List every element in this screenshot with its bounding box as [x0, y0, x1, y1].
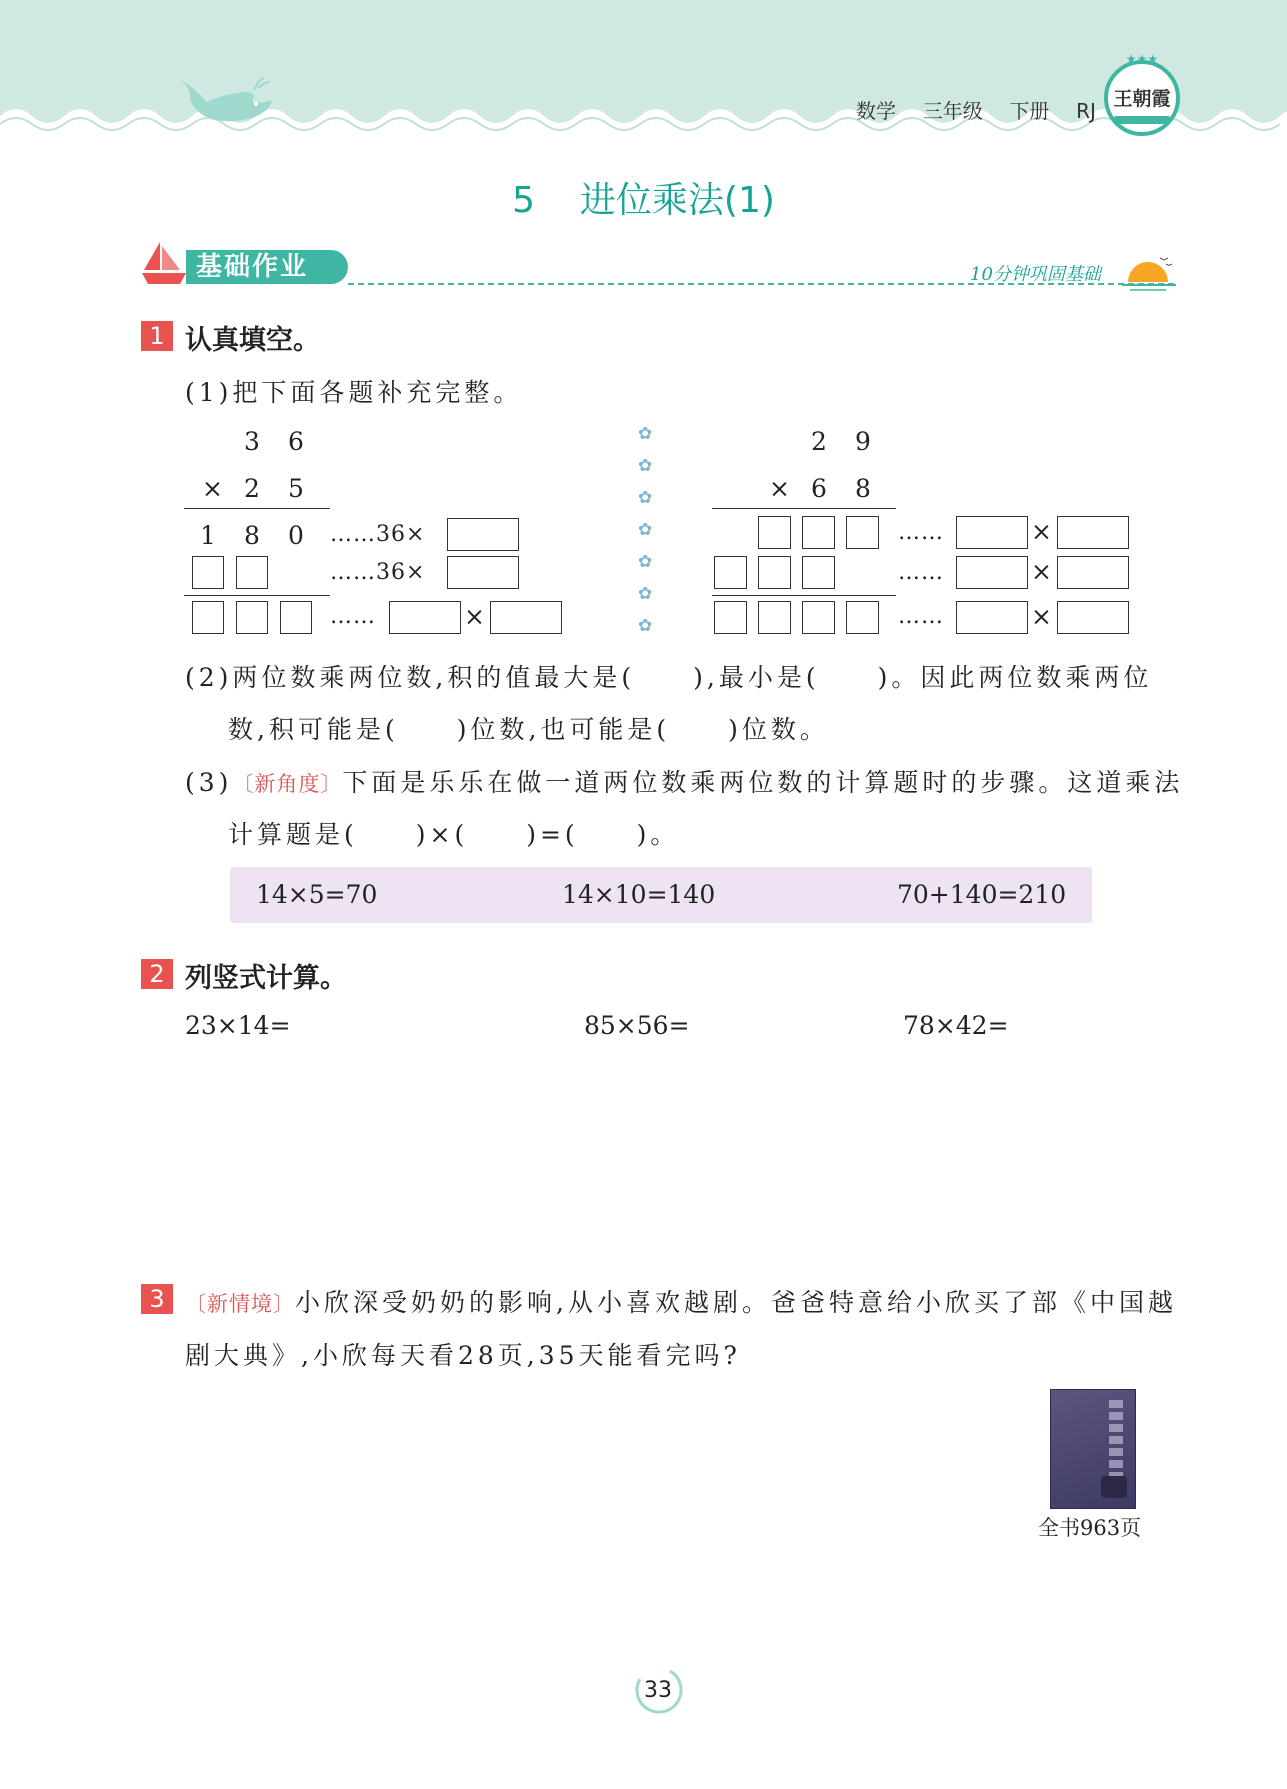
right-result-box-1[interactable]: [714, 601, 747, 634]
left-top-digit-1: 3: [244, 427, 260, 456]
right-result-box-2[interactable]: [758, 601, 791, 634]
right-row1-factor-box-1[interactable]: [956, 516, 1028, 549]
q1-p2-line2: 数,积可能是( )位数,也可能是( )位数。: [228, 715, 829, 744]
left-row2-digit-box-1[interactable]: [192, 556, 224, 589]
step-3: 70+140=210: [897, 880, 1067, 909]
right-row1-times: ×: [1031, 517, 1052, 546]
book-caption: 全书963页: [1038, 1516, 1142, 1540]
left-rule-1: [184, 508, 330, 509]
q3-tag: 〔新情境〕: [185, 1292, 295, 1316]
flower-divider-icon: ✿: [638, 456, 653, 476]
flower-divider-icon: ✿: [638, 616, 653, 636]
star-icon: ★★★: [1125, 52, 1159, 66]
q3-line1: 小欣深受奶奶的影响,从小喜欢越剧。爸爸特意给小欣买了部《中国越: [295, 1288, 1177, 1317]
flower-divider-icon: ✿: [638, 424, 653, 444]
step-2: 14×10=140: [562, 880, 716, 909]
right-mult-digit-1: 6: [811, 474, 827, 503]
left-row3-dots: ……: [330, 604, 376, 629]
q1-p3-tag: 〔新角度〕: [232, 772, 343, 796]
left-mult-digit-1: 2: [244, 474, 260, 503]
left-partial-digit-3: 0: [288, 521, 304, 550]
q1-p3-line1: 下面是乐乐在做一道两位数乘两位数的计算题时的步骤。这道乘法: [342, 768, 1184, 797]
whale-icon: [172, 74, 282, 132]
q2-title: 列竖式计算。: [185, 963, 347, 994]
header-grade: 三年级: [922, 99, 983, 123]
section-label: 基础作业: [196, 252, 309, 282]
q3-line2: 剧大典》,小欣每天看28页,35天能看完吗?: [185, 1341, 741, 1370]
right-row2-factor-box-1[interactable]: [956, 556, 1028, 589]
q2-item-1: 23×14=: [185, 1011, 291, 1040]
right-top-digit-2: 9: [855, 427, 871, 456]
page-number: 33: [644, 1678, 672, 1703]
q1-p3-line1-wrap: [185, 763, 1183, 799]
right-row2-dots: ……: [898, 560, 944, 585]
right-row1-digit-box-2[interactable]: [802, 516, 835, 549]
right-row2-digit-box-3[interactable]: [802, 556, 835, 589]
left-row3-factor-box-2[interactable]: [490, 601, 562, 634]
brand-name: 王朝霞: [1113, 88, 1171, 110]
left-mult-digit-2: 5: [288, 474, 304, 503]
q2-item-3: 78×42=: [903, 1011, 1009, 1040]
left-times-sign: ×: [202, 474, 223, 503]
q2-item-2: 85×56=: [584, 1011, 690, 1040]
q2-number: 2: [141, 959, 173, 989]
left-rule-2: [184, 595, 330, 596]
right-mult-digit-2: 8: [855, 474, 871, 503]
right-top-digit-1: 2: [811, 427, 827, 456]
right-row1-digit-box-3[interactable]: [846, 516, 879, 549]
q1-number: 1: [141, 321, 173, 351]
right-rule-2: [712, 595, 896, 596]
flower-divider-icon: ✿: [638, 520, 653, 540]
right-row1-dots: ……: [898, 520, 944, 545]
step-1: 14×5=70: [256, 880, 378, 909]
flower-divider-icon: ✿: [638, 552, 653, 572]
right-row3-factor-box-1[interactable]: [956, 601, 1028, 634]
flower-divider-icon: ✿: [638, 488, 653, 508]
left-row2-hint: ……36×: [330, 560, 426, 585]
left-row3-times: ×: [464, 602, 485, 631]
left-row1-answer-box[interactable]: [447, 518, 519, 551]
right-result-box-4[interactable]: [846, 601, 879, 634]
left-row1-hint: ……36×: [330, 522, 426, 547]
q1-p1-text: (1)把下面各题补充完整。: [185, 378, 523, 407]
right-row2-times: ×: [1031, 557, 1052, 586]
q3-line1-wrap: [185, 1283, 1177, 1319]
right-row2-digit-box-1[interactable]: [714, 556, 747, 589]
q3-number: 3: [141, 1284, 173, 1314]
left-result-box-3[interactable]: [280, 601, 312, 634]
left-partial-digit-2: 8: [244, 521, 260, 550]
section-note: 10分钟巩固基础: [970, 264, 1101, 285]
right-row2-factor-box-2[interactable]: [1057, 556, 1129, 589]
q1-p3-line2: 计算题是( )×( )=( )。: [228, 820, 680, 849]
flower-divider-icon: ✿: [638, 584, 653, 604]
header-volume: 下册: [1009, 99, 1050, 123]
left-partial-digit-1: 1: [200, 521, 216, 550]
q1-title: 认真填空。: [185, 325, 320, 356]
brand-badge: [1104, 52, 1180, 136]
right-row3-dots: ……: [898, 604, 944, 629]
right-row1-factor-box-2[interactable]: [1057, 516, 1129, 549]
sailboat-icon: [140, 240, 188, 286]
right-row2-digit-box-2[interactable]: [758, 556, 791, 589]
left-result-box-1[interactable]: [192, 601, 224, 634]
left-row2-digit-box-2[interactable]: [236, 556, 268, 589]
lesson-title: 进位乘法(1): [579, 180, 775, 221]
header-edition: RJ: [1076, 99, 1096, 123]
left-top-digit-2: 6: [288, 427, 304, 456]
right-row3-times: ×: [1031, 602, 1052, 631]
right-result-box-3[interactable]: [802, 601, 835, 634]
right-times-sign: ×: [769, 474, 790, 503]
left-result-box-2[interactable]: [236, 601, 268, 634]
lesson-number: 5: [512, 180, 535, 221]
left-row2-answer-box[interactable]: [447, 556, 519, 589]
left-row3-factor-box-1[interactable]: [389, 601, 461, 634]
header-subject: 数学: [856, 99, 896, 123]
sunset-icon: [1120, 252, 1178, 296]
right-rule-1: [712, 508, 896, 509]
q1-p2-line1: (2)两位数乘两位数,积的值最大是( ),最小是( )。因此两位数乘两位: [185, 663, 1153, 692]
q1-p3-prefix: (3): [185, 768, 233, 797]
right-row3-factor-box-2[interactable]: [1057, 601, 1129, 634]
right-row1-digit-box-1[interactable]: [758, 516, 791, 549]
book-cover-image: [1050, 1389, 1136, 1509]
